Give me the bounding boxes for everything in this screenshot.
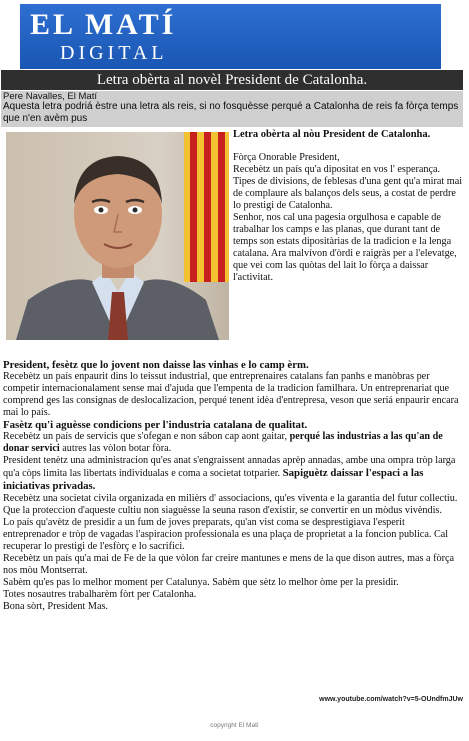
article-body: [3, 359, 463, 613]
page-title: Letra obèrta al novèl President de Catalonha.: [1, 70, 463, 90]
video-link[interactable]: www.youtube.com/watch?v=5-OUndfmJUw: [319, 696, 463, 703]
paragraph-6-bold: Sapiguètz daissar l'espaci a las iniciativas privadas.: [3, 467, 424, 492]
paragraph-6: [3, 455, 463, 493]
paragraph-12: Bona sòrt, President Mas.: [3, 601, 108, 612]
paragraph-6-text: President tenètz una administracion qu'es anat s'engraissent annadas aprèp annadas, ambe una ompra tròp larga qu'a còps limita las libertats individualas e coma a societat totparier.: [3, 455, 456, 479]
paragraph-10: Sabèm qu'es pas lo melhor moment per Catalunya. Sabèm que sètz lo melhor òme per la presidir.: [3, 577, 399, 588]
article-intro: [233, 129, 463, 284]
portrait-image: [6, 132, 229, 340]
paragraph-5-end: autres las vòlon botar fòra.: [59, 443, 172, 454]
logo-title: EL MATÍ: [30, 8, 177, 41]
paragraph-4: Recebètz un país enpaurit dins lo teissut industrial, que entreprenaires catalans fan panhs e manòbras per competir internacionalament sense mai d'ajuda que l'empenta de la tradicion familhara. Un entreprenariat que comprend ges las consignas de deslocalizacion, perqué tenent idèa d'entrepresa, veson que seriá enpaurir encara mai lo país.: [3, 371, 459, 418]
paragraph-2: Tipes de divisions, de feblesas d'una gent qu'a mirat mai de complaure als balanços dels seus, a costat de perdre lo prestigi de Catalonha.: [233, 176, 463, 211]
paragraph-3: Senhor, nos cal una pagesia orgulhosa e capable de trabalhar los camps e las planas, que durant tant de temps son estats dipositàrias de la tradicion e la lenga catalana. Ara malvívon d'òrdi e raigràs per a l'elevatge, que vei com las quòtas del lait lo fòrça a daissar l'activitat.: [233, 212, 457, 283]
logo-subtitle: DIGITAL: [60, 42, 168, 64]
section-heading-1: President, fesètz que lo jovent non daisse las vinhas e lo camp èrm.: [3, 359, 309, 371]
paragraph-5-text: Recebètz un país de servicis que s'ofegan e non sábon cap aont gaitar,: [3, 431, 290, 442]
paragraph-5: [3, 431, 463, 455]
salutation: Fòrça Onorable President,: [233, 152, 340, 163]
article-meta: [1, 91, 463, 127]
president-photo: [6, 132, 229, 340]
paragraph-11: Totes nosautres trabalharèm fòrt per Catalonha.: [3, 589, 197, 600]
paragraph-1: Recebètz un país qu'a dipositat en vos l' esperança.: [233, 164, 441, 175]
paragraph-9: Recebètz un país qu'a mai de Fe de la que vòlon far creire mantunes e mens de la que dison autres, mas a fòrça nos mòu Montserrat.: [3, 553, 455, 576]
flag-shape: [184, 132, 229, 282]
copyright-notice: copyright El Matí: [210, 722, 259, 729]
article-summary: Aquesta letra podriá èstre una letra als reis, si no fosquèsse perqué a Catalonha de reis fa fòrça temps que n'en avèm pus: [3, 101, 459, 124]
byline: Pere Navalles, El Matí: [3, 91, 97, 102]
section-heading-2: Fasètz qu'i aguèsse condicions per l'industria catalana de qualitat.: [3, 419, 308, 431]
article-title: Letra obèrta al nòu President de Catalonha.: [233, 129, 431, 140]
paragraph-8: Lo país qu'avètz de presidir a un fum de joves preparats, qu'an vist coma se desprestigiava l'esperit entreprenador e tròp de vagadas l'aspiracion professionala es una plaça de proprietat a la foncion publica. Cal recuperar lo prestigi de l'esfòrç e lo sacrifici.: [3, 517, 449, 552]
paragraph-5-bold: perqué las industrias a las qu'an de donar servici: [3, 431, 443, 454]
masthead-logo[interactable]: [20, 4, 441, 69]
spacer: [233, 141, 463, 152]
paragraph-7: Recebètz una societat civila organizada en milièrs d' associacions, qu'es viventa e la garantia del futur collectiu. Que la proteccion d'aqueste cultiu non siaguèsse la seuna rason d'existir, se convertir en un mòdus vivèndis.: [3, 493, 458, 516]
